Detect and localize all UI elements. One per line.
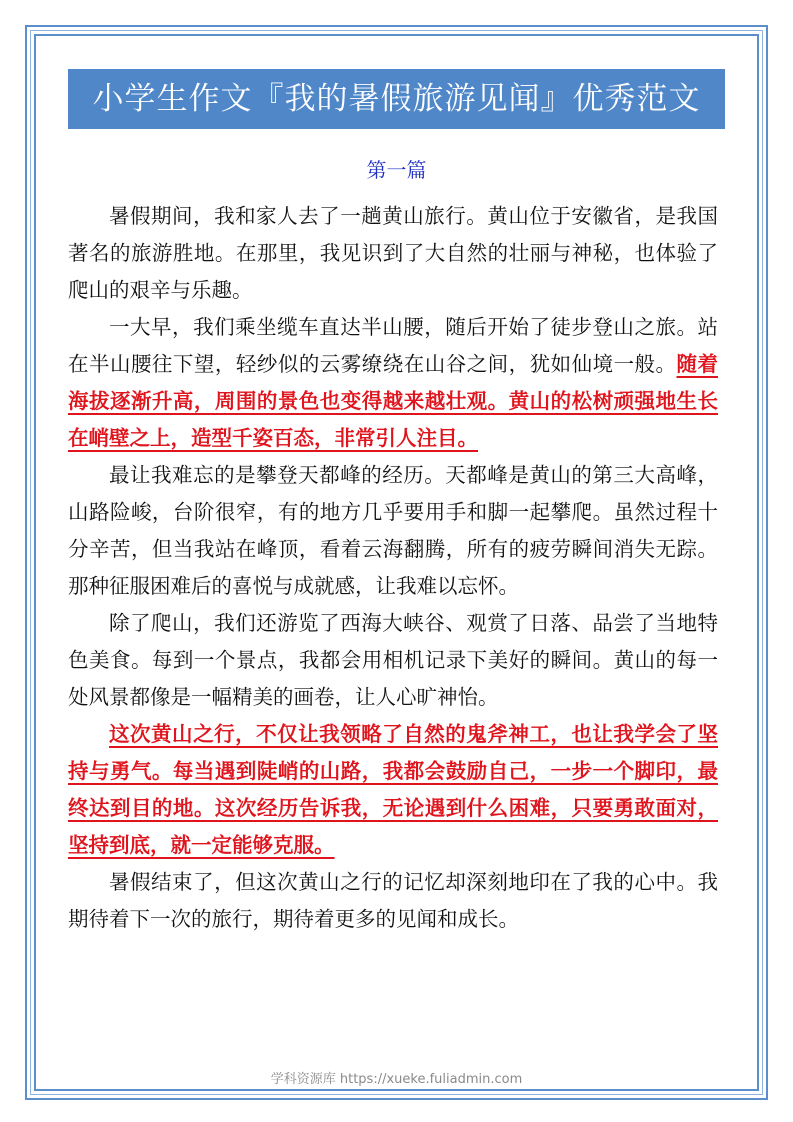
- paragraph-2: [68, 309, 718, 457]
- essay-body: [68, 198, 718, 938]
- paragraph-5-highlight: 这次黄山之行，不仅让我领略了自然的鬼斧神工，也让我学会了坚持与勇气。每当遇到陡峭的山路，我都会鼓励自己，一步一个脚印，最终达到目的地。这次经历告诉我，无论遇到什么困难，只要勇敢面对，坚持到底，就一定能够克服。: [68, 722, 718, 857]
- footer-source: 学科资源库 https://xueke.fuliadmin.com: [270, 1072, 523, 1087]
- paragraph-5: [68, 716, 718, 864]
- paragraph-2-highlight: 随着海拔逐渐升高，周围的景色也变得越来越壮观。黄山的松树顽强地生长在峭壁之上，造型千姿百态，非常引人注目。: [68, 352, 718, 450]
- page-title: 小学生作文『我的暑假旅游见闻』优秀范文: [68, 69, 725, 129]
- section-heading: 第一篇: [366, 158, 427, 182]
- paragraph-1: 暑假期间，我和家人去了一趟黄山旅行。黄山位于安徽省，是我国著名的旅游胜地。在那里，我见识到了大自然的壮丽与神秘，也体验了爬山的艰辛与乐趣。: [68, 204, 718, 302]
- paragraph-4: 除了爬山，我们还游览了西海大峡谷、观赏了日落、品尝了当地特色美食。每到一个景点，我都会用相机记录下美好的瞬间。黄山的每一处风景都像是一幅精美的画卷，让人心旷神怡。: [68, 611, 718, 709]
- paragraph-2-text: 一大早，我们乘坐缆车直达半山腰，随后开始了徒步登山之旅。站在半山腰往下望，轻纱似的云雾缭绕在山谷之间，犹如仙境一般。: [68, 315, 718, 376]
- paragraph-3: 最让我难忘的是攀登天都峰的经历。天都峰是黄山的第三大高峰，山路险峻，台阶很窄，有的地方几乎要用手和脚一起攀爬。虽然过程十分辛苦，但当我站在峰顶，看着云海翻腾，所有的疲劳瞬间消失无踪。那种征服困难后的喜悦与成就感，让我难以忘怀。: [68, 463, 718, 598]
- paragraph-6: 暑假结束了，但这次黄山之行的记忆却深刻地印在了我的心中。我期待着下一次的旅行，期待着更多的见闻和成长。: [68, 870, 718, 931]
